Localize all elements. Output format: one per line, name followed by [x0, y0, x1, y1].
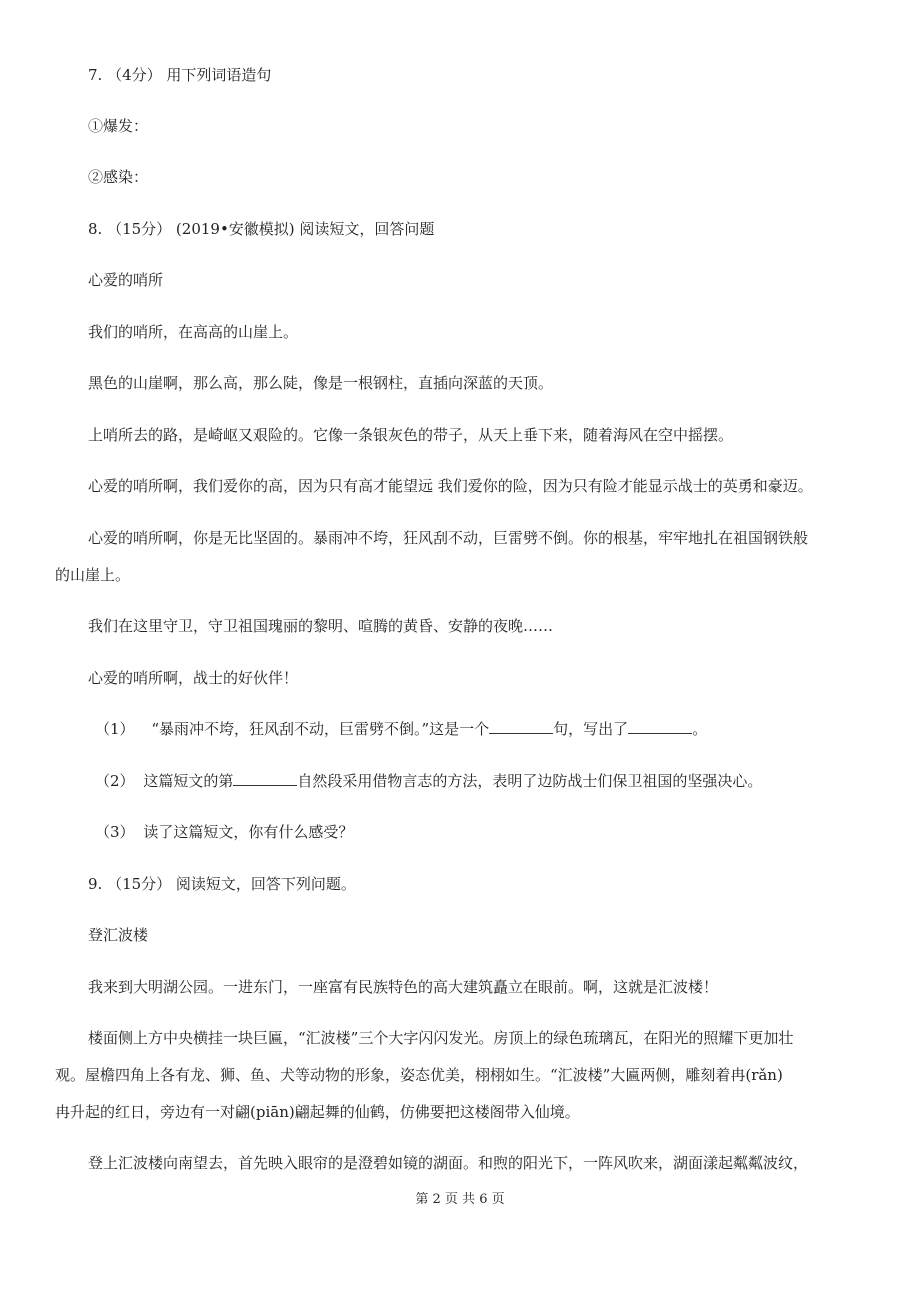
sub-question-text: 读了这篇短文，你有什么感受？	[143, 823, 354, 841]
passage-paragraph-continued: 冉升起的红日，旁边有一对翩(piān)翩起舞的仙鹤，仿佛要把这楼阁带入仙境。	[55, 1103, 580, 1121]
sub-question-text: “暴雨冲不垮，狂风刮不动，巨雷劈不倒。”这是一个	[151, 720, 490, 738]
sub-question-2	[95, 771, 762, 791]
passage-paragraph: 登上汇波楼向南望去，首先映入眼帘的是澄碧如镜的湖面。和煦的阳光下，一阵风吹来，湖面漾起粼粼波纹，	[88, 1154, 809, 1172]
answer-blank[interactable]	[628, 719, 692, 734]
passage-paragraph: 我来到大明湖公园。一进东门，一座富有民族特色的高大建筑矗立在眼前。啊，这就是汇波楼！	[88, 978, 719, 996]
passage-paragraph-continued: 的山崖上。	[55, 566, 131, 584]
page-footer: 第 2 页 共 6 页	[415, 1192, 505, 1207]
question-8-header: 8. （15分） (2019•安徽模拟) 阅读短文，回答问题	[88, 220, 435, 238]
passage-title: 心爱的哨所	[88, 271, 164, 289]
passage-paragraph: 心爱的哨所啊，战士的好伙伴！	[88, 669, 299, 687]
passage-paragraph: 心爱的哨所啊，你是无比坚固的。暴雨冲不垮，狂风刮不动，巨雷劈不倒。你的根基，牢牢地扎在祖国钢铁般	[88, 529, 809, 547]
question-7-header: 7. （4分） 用下列词语造句	[88, 66, 272, 84]
passage-paragraph: 我们的哨所，在高高的山崖上。	[88, 323, 299, 341]
answer-blank[interactable]	[233, 771, 297, 786]
question-7-item-2: ②感染：	[88, 168, 149, 186]
passage-paragraph: 心爱的哨所啊，我们爱你的高，因为只有高才能望远 我们爱你的险，因为只有险才能显示战士的英勇和豪迈。	[88, 477, 813, 495]
sub-question-text: 这篇短文的第	[143, 772, 234, 790]
passage-paragraph: 楼面侧上方中央横挂一块巨匾，“汇波楼”三个大字闪闪发光。房顶上的绿色琉璃瓦，在阳光的照耀下更加壮	[88, 1029, 794, 1047]
sub-question-3	[95, 822, 353, 842]
passage-paragraph: 我们在这里守卫，守卫祖国瑰丽的黎明、喧腾的黄昏、安静的夜晚……	[88, 617, 554, 635]
sub-question-number: （3）	[95, 823, 135, 841]
answer-blank[interactable]	[489, 719, 553, 734]
passage-paragraph-continued: 观。屋檐四角上各有龙、狮、鱼、犬等动物的形象，姿态优美，栩栩如生。“汇波楼”大匾两侧，雕刻着冉(rǎn)	[55, 1066, 783, 1084]
sub-question-1	[95, 719, 707, 739]
sub-question-text: 自然段采用借物言志的方法，表明了边防战士们保卫祖国的坚强决心。	[297, 772, 763, 790]
question-7-item-1: ①爆发：	[88, 117, 149, 135]
sub-question-number: （2）	[95, 772, 135, 790]
passage-paragraph: 上哨所去的路，是崎岖又艰险的。它像一条银灰色的带子，从天上垂下来，随着海风在空中摇摆。	[88, 426, 734, 444]
sub-question-text: 句，写出了	[553, 720, 629, 738]
passage-title: 登汇波楼	[88, 926, 149, 944]
passage-paragraph: 黑色的山崖啊，那么高，那么陡，像是一根钢柱，直插向深蓝的天顶。	[88, 374, 554, 392]
sub-question-number: （1）	[95, 720, 135, 738]
question-9-header: 9. （15分） 阅读短文，回答下列问题。	[88, 875, 356, 893]
sub-question-text: 。	[692, 720, 708, 738]
